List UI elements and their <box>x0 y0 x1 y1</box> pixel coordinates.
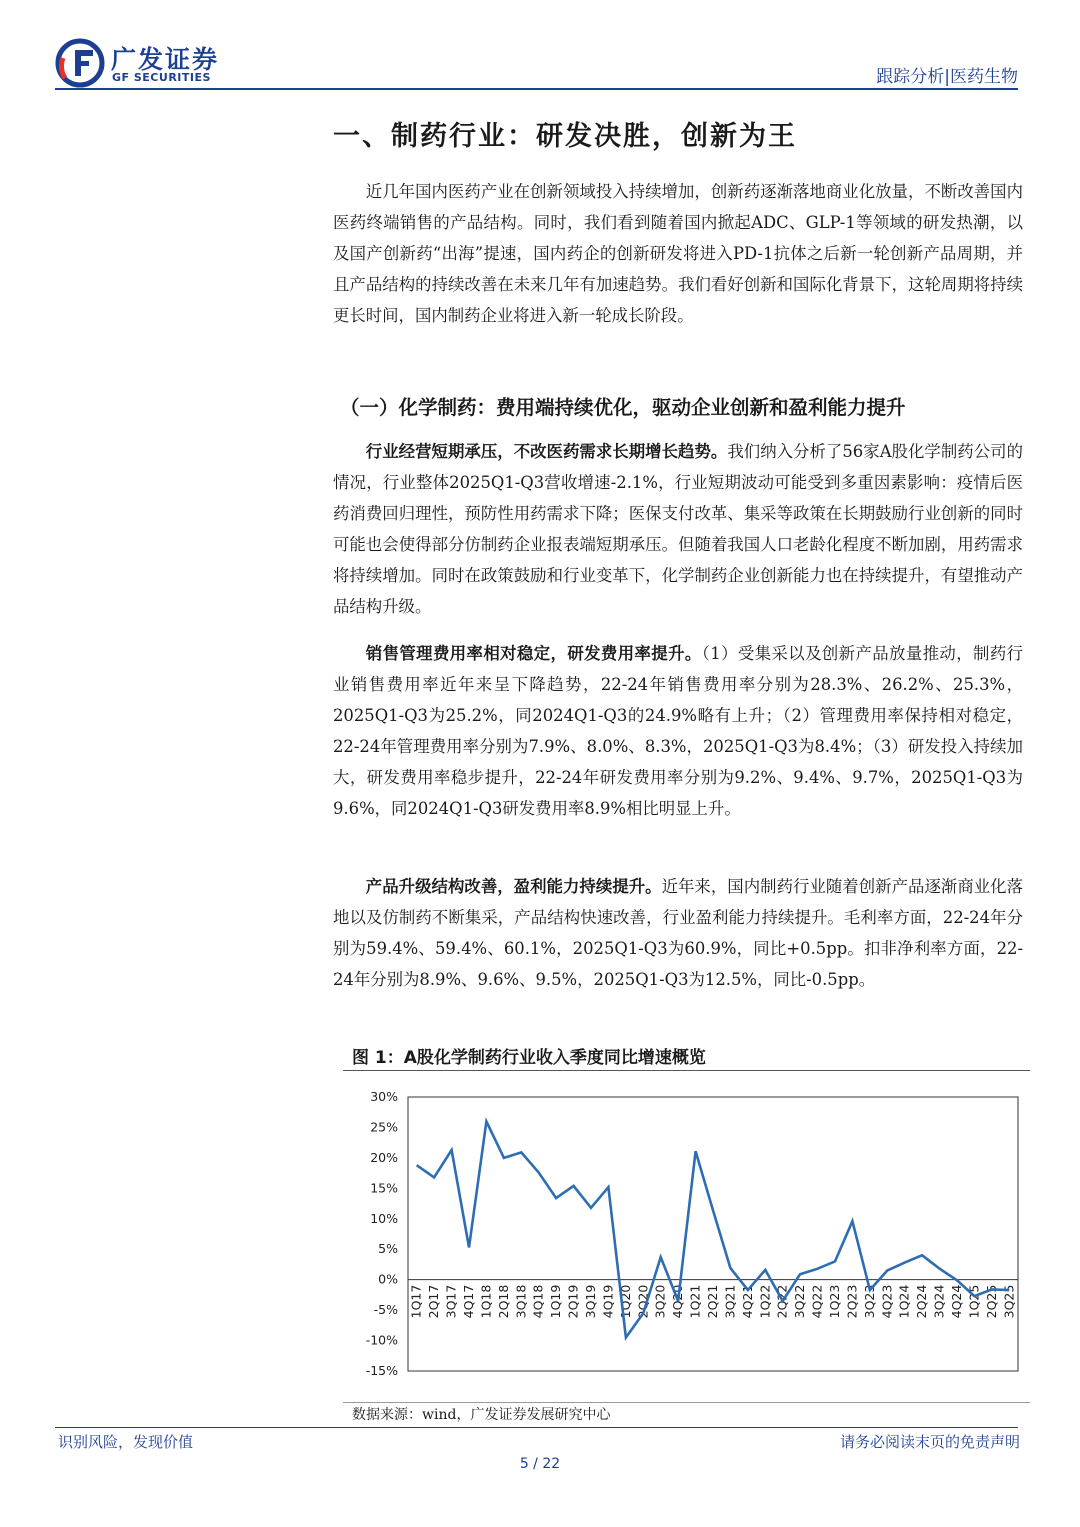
industry-name: 医药生物 <box>950 67 1018 87</box>
x-tick-label: 4Q20 <box>670 1284 686 1319</box>
figure-source: 数据来源：wind，广发证券发展研究中心 <box>352 1407 611 1423</box>
x-tick-label: 2Q18 <box>495 1284 511 1319</box>
y-tick-label: 5% <box>378 1241 398 1257</box>
paragraph-lead: 产品升级结构改善，盈利能力持续提升。 <box>365 877 662 896</box>
page-number: 5 / 22 <box>519 1456 561 1472</box>
gf-logo-icon <box>55 38 105 88</box>
x-tick-label: 2Q21 <box>705 1284 720 1319</box>
paragraph-revenue <box>333 436 1023 622</box>
footer-divider <box>55 1427 1018 1428</box>
y-tick-label: 10% <box>370 1210 398 1226</box>
x-tick-label: 3Q24 <box>931 1284 947 1319</box>
x-tick-label: 3Q20 <box>652 1284 668 1319</box>
x-tick-label: 1Q25 <box>966 1284 982 1319</box>
subsection-title: （一）化学制药：费用端持续优化，驱动企业创新和盈利能力提升 <box>340 396 906 419</box>
x-tick-label: 3Q19 <box>583 1284 598 1319</box>
x-tick-label: 3Q25 <box>1001 1284 1017 1319</box>
y-tick-label: 20% <box>370 1149 398 1165</box>
x-tick-label: 1Q21 <box>687 1284 703 1319</box>
x-tick-label: 2Q25 <box>983 1284 999 1319</box>
intro-paragraph: 近几年国内医药产业在创新领域投入持续增加，创新药逐渐落地商业化放量，不断改善国内医药终端销售的产品结构。同时，我们看到随着国内掀起ADC、GLP-1等领域的研发热潮，以及国产创新药“出海”提速，国内药企的创新研发将进入PD-1抗体之后新一轮创新产品周期，并且产品结构的持续改善在未来几年有加速趋势。我们看好创新和国际化背景下，这轮周期将持续更长时间，国内制药企业将进入新一轮成长阶段。 <box>333 182 1023 325</box>
logo-text-en: GF SECURITIES <box>112 71 211 84</box>
x-tick-label: 2Q23 <box>844 1284 860 1319</box>
x-tick-label: 3Q17 <box>443 1284 459 1319</box>
x-tick-label: 1Q23 <box>827 1284 842 1319</box>
x-tick-label: 4Q22 <box>809 1284 825 1319</box>
y-tick-label: 30% <box>370 1089 398 1104</box>
header-divider <box>55 88 1018 90</box>
footer-slogan: 识别风险，发现价值 <box>58 1433 194 1451</box>
y-tick-label: 0% <box>378 1271 398 1287</box>
x-tick-label: 1Q20 <box>617 1284 633 1319</box>
y-tick-label: 15% <box>370 1180 398 1196</box>
x-tick-label: 4Q17 <box>461 1284 476 1319</box>
x-tick-label: 3Q18 <box>513 1284 529 1319</box>
x-tick-label: 3Q22 <box>792 1284 808 1319</box>
x-tick-label: 4Q18 <box>530 1284 546 1319</box>
figure-top-rule <box>343 1070 1030 1071</box>
figure-title: 图 1：A股化学制药行业收入季度同比增速概览 <box>352 1048 706 1068</box>
figure-bottom-rule <box>343 1402 1030 1403</box>
x-tick-label: 4Q21 <box>739 1284 755 1319</box>
logo-text-cn: 广发证券 <box>111 45 220 74</box>
paragraph-body: 近年来，国内制药行业随着创新产品逐渐商业化落地以及仿制药不断集采，产品结构快速改善，行业盈利能力持续提升。毛利率方面，22-24年分别为59.4%、59.4%、60.1%，2025Q1-Q3为60.9%，同比+0.5pp。扣非净利率方面，22-24年分别为8.9%、9.6%、9.5%，2025Q1-Q3为12.5%，同比-0.5pp。 <box>333 877 1024 989</box>
company-logo <box>55 38 295 88</box>
section-title: 一、制药行业：研发决胜，创新为王 <box>333 121 797 152</box>
x-tick-label: 2Q24 <box>914 1284 930 1319</box>
x-tick-label: 1Q17 <box>408 1284 424 1319</box>
x-tick-label: 2Q20 <box>635 1284 651 1319</box>
y-tick-label: -15% <box>365 1363 398 1378</box>
x-tick-label: 2Q19 <box>565 1284 581 1319</box>
y-tick-label: 25% <box>370 1119 398 1135</box>
plot-frame <box>408 1097 1018 1371</box>
paragraph-profitability <box>333 871 1023 995</box>
paragraph-body: 我们纳入分析了56家A股化学制药公司的情况，行业整体2025Q1-Q3营收增速-2.1%，行业短期波动可能受到多重因素影响：疫情后医药消费回归理性，预防性用药需求下降；医保支付改革、集采等政策在长期鼓励行业创新的同时可能也会使得部分仿制药企业报表端短期承压。但随着我国人口老龄化程度不断加剧，用药需求将持续增加。同时在政策鼓励和行业变革下，化学制药企业创新能力也在持续提升，有望推动产品结构升级。 <box>333 442 1023 616</box>
x-tick-label: 4Q24 <box>949 1284 964 1319</box>
y-tick-label: -10% <box>365 1332 398 1348</box>
revenue-growth-chart <box>343 1074 1033 1404</box>
y-tick-label: -5% <box>373 1302 398 1318</box>
x-tick-label: 2Q22 <box>774 1284 790 1319</box>
x-tick-label: 4Q23 <box>879 1284 895 1319</box>
report-category <box>876 62 1018 87</box>
x-tick-label: 1Q24 <box>896 1284 912 1319</box>
x-tick-label: 3Q23 <box>861 1284 877 1319</box>
x-tick-label: 1Q18 <box>478 1284 494 1319</box>
x-tick-label: 1Q19 <box>548 1284 564 1319</box>
x-tick-label: 3Q21 <box>722 1284 738 1319</box>
footer-disclaimer: 请务必阅读末页的免责声明 <box>839 1433 1020 1451</box>
paragraph-expenses <box>333 638 1023 824</box>
x-tick-label: 1Q22 <box>757 1284 773 1319</box>
header-separator: | <box>944 67 950 87</box>
paragraph-lead: 销售管理费用率相对稳定，研发费用率提升。 <box>365 644 702 663</box>
x-tick-label: 4Q19 <box>600 1284 616 1319</box>
x-tick-label: 2Q17 <box>426 1284 442 1319</box>
paragraph-body: （1）受集采以及创新产品放量推动，制药行业销售费用率近年来呈下降趋势，22-24年销售费用率分别为28.3%、26.2%、25.3%，2025Q1-Q3为25.2%，同2024Q1-Q3的24.9%略有上升；（2）管理费用率保持相对稳定，22-24年管理费用率分别为7.9%、8.0%、8.3%，2025Q1-Q3为8.4%；（3）研发投入持续加大，研发费用率稳步提升，22-24年研发费用率分别为9.2%、9.4%、9.7%，2025Q1-Q3为9.6%，同2024Q1-Q3研发费用率8.9%相比明显上升。 <box>333 644 1024 818</box>
report-type: 跟踪分析 <box>876 67 945 87</box>
paragraph-lead: 行业经营短期承压，不改医药需求长期增长趋势。 <box>365 442 728 461</box>
